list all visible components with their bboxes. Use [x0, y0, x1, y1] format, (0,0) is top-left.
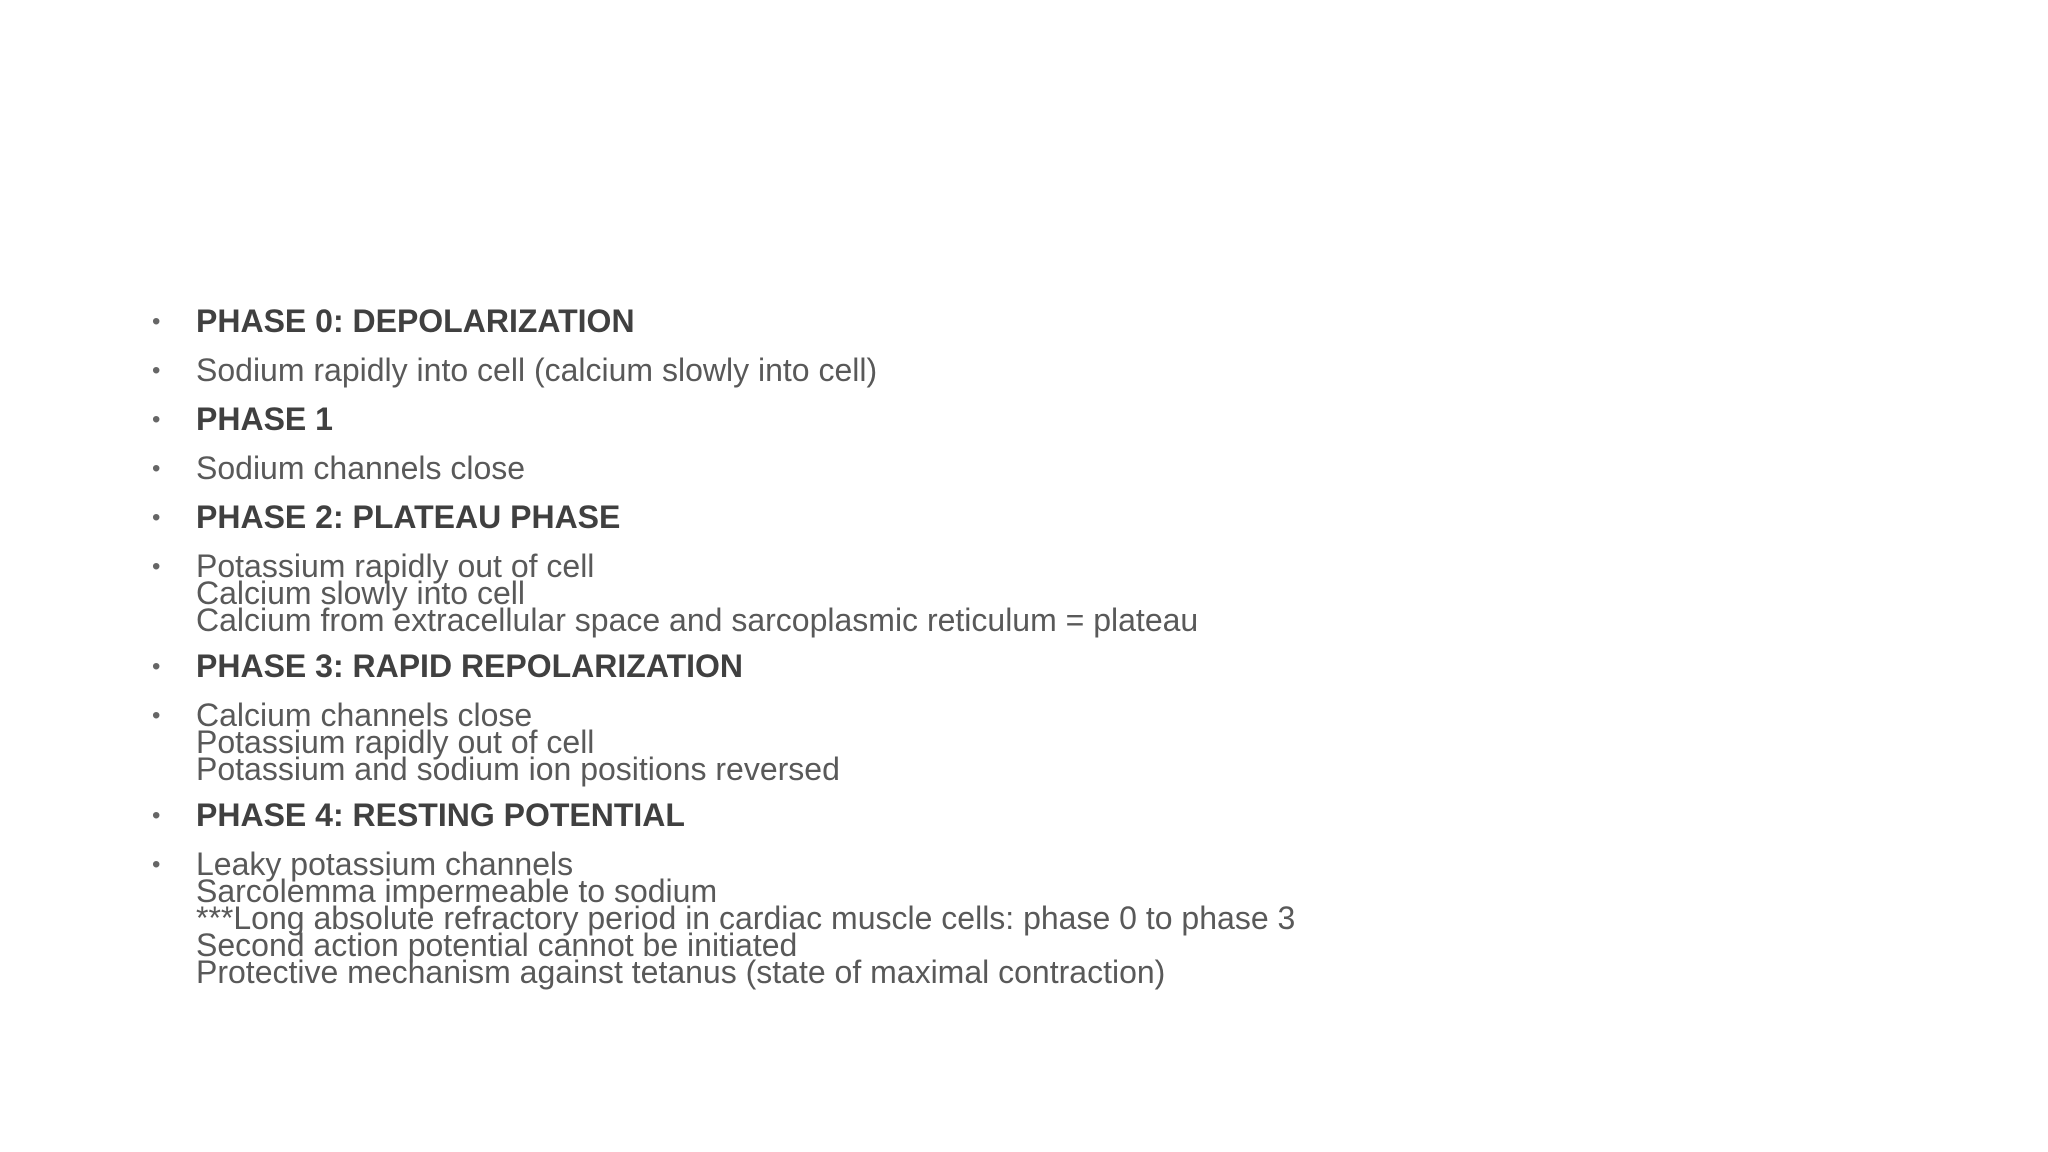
- bullet-icon: •: [152, 504, 161, 531]
- bullet-icon: •: [152, 553, 161, 580]
- bullet-line: Potassium and sodium ion positions reversed: [196, 751, 840, 787]
- bullet-line: ***Long absolute refractory period in cardiac muscle cells: phase 0 to phase 3: [196, 900, 1296, 936]
- bullet-line: PHASE 0: DEPOLARIZATION: [196, 303, 635, 339]
- bullet-line: PHASE 4: RESTING POTENTIAL: [196, 797, 685, 833]
- phase-heading: [152, 501, 1752, 534]
- bullet-line: Calcium from extracellular space and sarcoplasmic reticulum = plateau: [196, 602, 1199, 638]
- bullet-line: PHASE 3: RAPID REPOLARIZATION: [196, 648, 743, 684]
- phase-heading: [152, 650, 1752, 683]
- bullet-line: PHASE 1: [196, 401, 333, 437]
- bullet-text: [196, 303, 635, 339]
- bullet-icon: •: [152, 653, 161, 680]
- bullet-line: Potassium rapidly out of cell: [196, 548, 595, 584]
- phase-heading: [152, 305, 1752, 338]
- bullet-line: PHASE 2: PLATEAU PHASE: [196, 499, 621, 535]
- bullet-line: Potassium rapidly out of cell: [196, 724, 595, 760]
- bullet-item: [152, 846, 1752, 990]
- bullet-icon: •: [152, 455, 161, 482]
- bullet-text: [196, 797, 685, 833]
- bullet-icon: •: [152, 406, 161, 433]
- bullet-line: Sodium rapidly into cell (calcium slowly into cell): [196, 352, 878, 388]
- phase-heading: [152, 799, 1752, 832]
- bullet-text: [196, 452, 1752, 485]
- bullet-icon: •: [152, 802, 161, 829]
- bullet-item: [152, 697, 1752, 787]
- bullet-line: Sarcolemma impermeable to sodium: [196, 873, 718, 909]
- bullet-line: Second action potential cannot be initiated: [196, 927, 798, 963]
- bullet-line: Calcium channels close: [196, 697, 533, 733]
- bullet-text: [196, 548, 1752, 638]
- bullet-text: [196, 354, 1752, 387]
- bullet-icon: •: [152, 308, 161, 335]
- bullet-item: [152, 354, 1752, 387]
- bullet-text: [196, 648, 743, 684]
- bullet-list: [152, 305, 1752, 1002]
- bullet-icon: •: [152, 851, 161, 878]
- bullet-item: [152, 548, 1752, 638]
- bullet-text: [196, 846, 1752, 990]
- bullet-text: [196, 401, 333, 437]
- phase-heading: [152, 403, 1752, 436]
- bullet-item: [152, 452, 1752, 485]
- bullet-line: Leaky potassium channels: [196, 846, 574, 882]
- bullet-line: Protective mechanism against tetanus (state of maximal contraction): [196, 954, 1166, 990]
- bullet-icon: •: [152, 357, 161, 384]
- bullet-text: [196, 697, 1752, 787]
- bullet-icon: •: [152, 702, 161, 729]
- bullet-text: [196, 499, 620, 535]
- bullet-line: Sodium channels close: [196, 450, 526, 486]
- bullet-line: Calcium slowly into cell: [196, 575, 525, 611]
